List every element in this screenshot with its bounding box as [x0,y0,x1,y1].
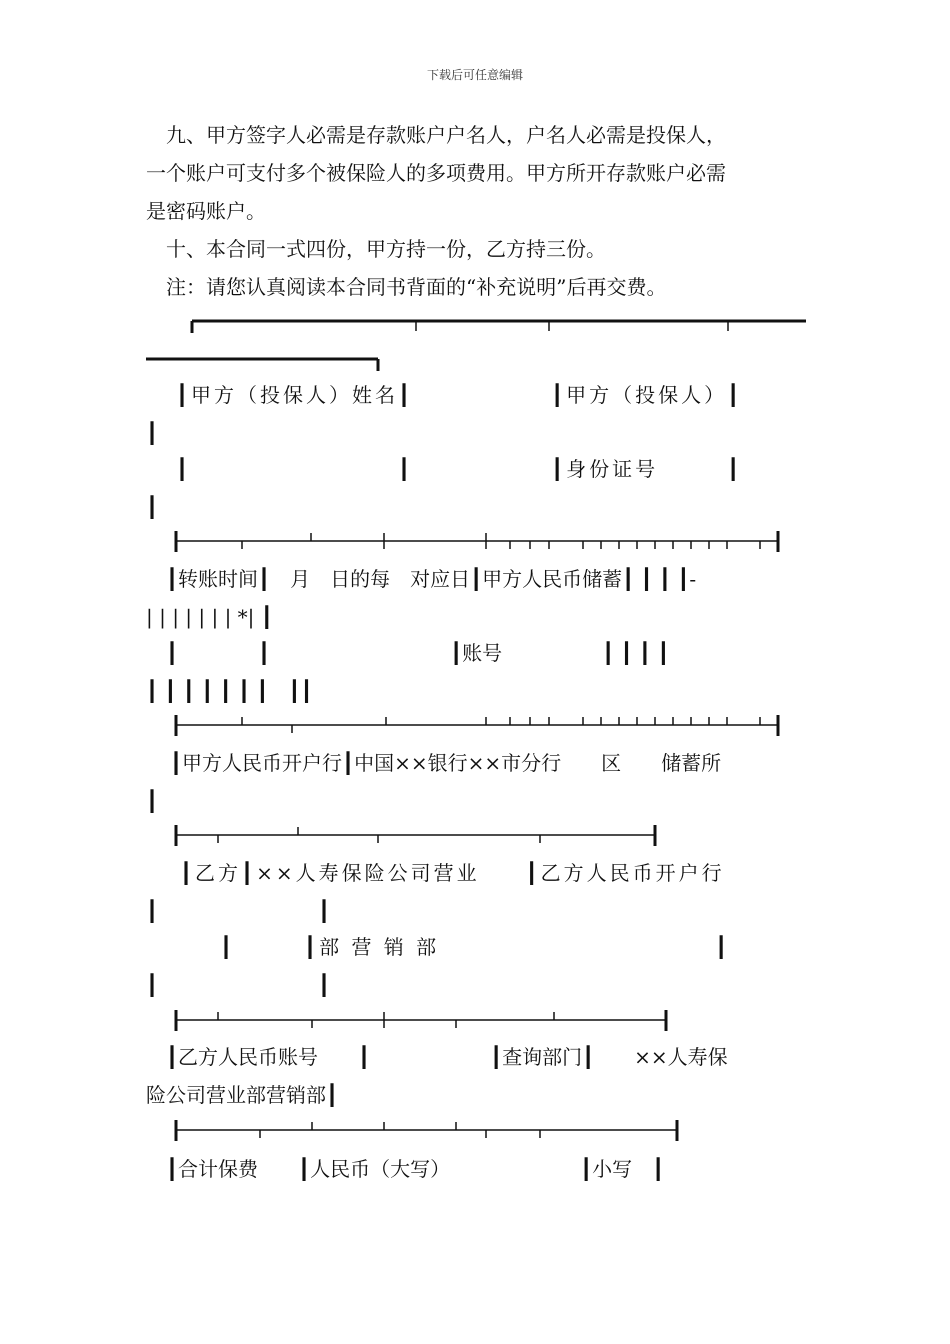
table-row-account-number: ┃ ┃ ┃账号 ┃ ┃ ┃ ┃ [166,641,670,665]
table-row-sales-dept-wrap: ┃ ┃ [146,973,331,997]
clause-ten: 十、本合同一式四份，甲方持一份，乙方持三份。 [146,237,606,261]
table-row-transfer-time-wrap: | | | | | | | *| ┃ [146,605,273,629]
clause-nine-line-3: 是密码账户。 [146,199,266,223]
table-row-account-number-wrap: ┃ ┃ ┃ ┃ ┃ ┃ ┃ ┃┃ [146,679,313,703]
table-row-transfer-time: ┃转账时间┃ 月 日的每 对应日┃甲方人民币储蓄┃ ┃ ┃ ┃- [166,567,697,591]
table-row-total-premium: ┃合计保费 ┃人民币（大写） ┃小写 ┃ [166,1157,665,1181]
page-header-note: 下载后可任意编辑 [426,68,523,82]
table-row-party-b-account-wrap: 险公司营业部营销部┃ [146,1083,339,1107]
table-row-party-b: ┃乙方┃××人寿保险公司营业 ┃乙方人民币开户行 [180,861,725,885]
clause-nine-line-2: 一个账户可支付多个被保险人的多项费用。甲方所开存款账户必需 [146,161,726,185]
table-row-id-number: ┃ ┃ ┃身份证号 ┃ [176,457,743,481]
table-row-insured-name-wrap: ┃ [146,421,159,445]
table-row-insured-name: ┃甲方（投保人）姓名┃ ┃甲方（投保人）┃ [176,383,743,407]
table-row-id-number-wrap: ┃ [146,495,159,519]
clause-nine-line-1: 九、甲方签字人必需是存款账户户名人，户名人必需是投保人， [146,123,726,147]
clause-note: 注：请您认真阅读本合同书背面的“补充说明”后再交费。 [146,275,667,299]
table-row-party-b-wrap: ┃ ┃ [146,899,331,923]
table-row-party-a-bank: ┃甲方人民币开户行┃中国××银行××市分行 区 储蓄所 [170,751,722,775]
table-row-party-a-bank-wrap: ┃ [146,789,159,813]
table-row-sales-dept: ┃ ┃部 营 销 部 ┃ [220,935,731,959]
table-row-party-b-account: ┃乙方人民币账号 ┃ ┃查询部门┃ ××人寿保 [166,1045,728,1069]
